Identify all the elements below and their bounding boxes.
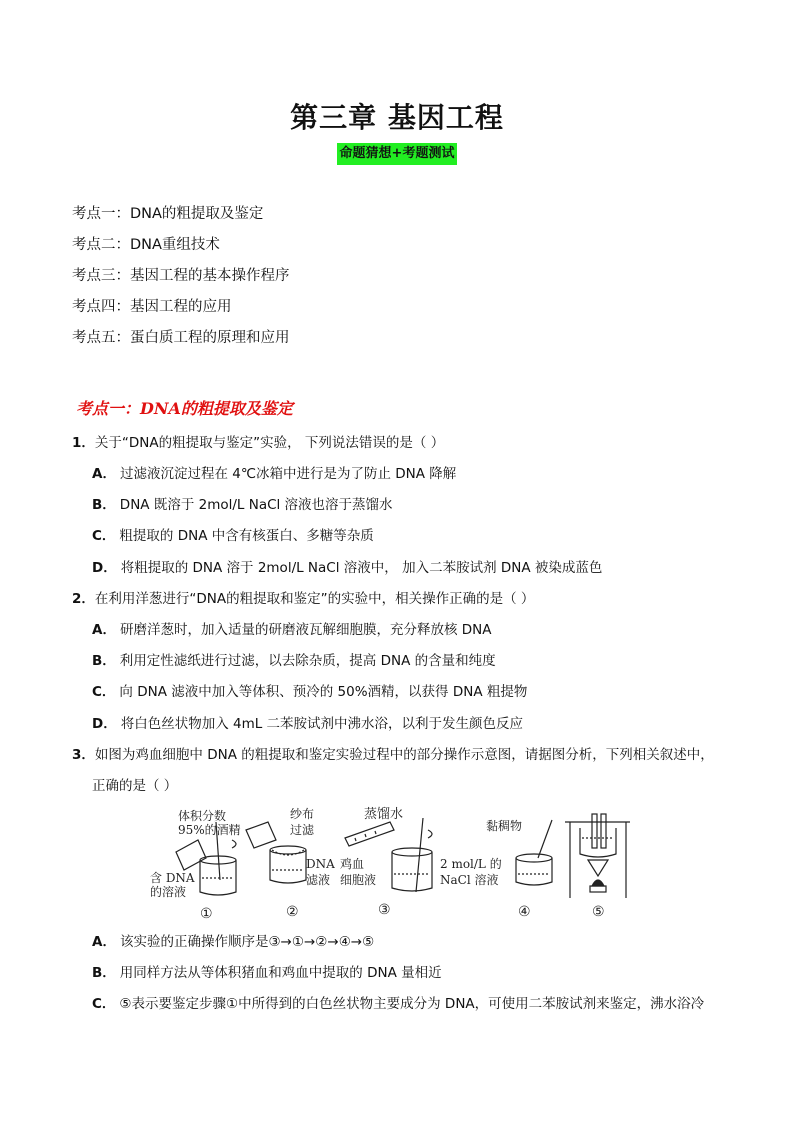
section-heading: 考点一：DNA的粗提取及鉴定 [76,399,293,418]
question-2-option-a [92,619,491,641]
option-label: C． [92,684,116,700]
label-gauze-2: 过滤 [290,823,315,837]
question-1-option-b [92,494,393,516]
experiment-figure [140,800,640,925]
option-label: B． [92,497,116,513]
option-label: C． [92,996,116,1012]
option-label: B． [92,965,116,981]
label-viscous: 黏稠物 [486,819,523,833]
step-number-4: ④ [518,904,531,920]
option-label: B． [92,653,116,669]
option-text: 过滤液沉淀过程在 4℃冰箱中进行是为了防止 DNA 降解 [119,466,457,482]
question-text: 关于“DNA的粗提取与鉴定”实验， 下列说法错误的是（ ） [94,435,445,451]
question-number: 2． [72,591,95,607]
question-2-option-c [92,681,527,703]
label-distilled-water: 蒸馏水 [364,807,404,822]
label-filtrate-2: 滤液 [306,873,331,887]
question-1-option-d [92,557,602,579]
option-text: 粗提取的 DNA 中含有核蛋白、多糖等杂质 [119,528,374,544]
topic-item: 考点三：基因工程的基本操作程序 [72,268,290,284]
glass-rod-icon [538,820,552,858]
label-alcohol-1: 体积分数 [178,809,227,823]
step-5-illustration [565,814,630,898]
label-filtrate-1: DNA [306,857,335,871]
option-text: DNA 既溶于 2mol/L NaCl 溶液也溶于蒸馏水 [119,497,393,513]
topic-list [72,203,290,358]
pouring-beaker-icon [246,822,276,848]
tripod-icon [588,860,608,876]
question-number: 1． [72,435,95,451]
question-3-stem [72,744,734,766]
option-label: A． [92,466,116,482]
pouring-beaker-icon [176,840,206,870]
question-2-option-d [92,713,523,735]
topic-item: 考点二：DNA重组技术 [72,237,220,253]
question-3-stem-continued: 正确的是（ ） [92,778,178,794]
label-chicken-blood-1: 鸡血 [340,857,365,871]
stir-arrow-icon [428,830,432,838]
question-3-option-b [92,962,442,984]
question-number: 3． [72,747,95,763]
label-dna-solution-2: 的溶液 [150,885,187,899]
option-label: D． [92,560,117,576]
question-1-option-a [92,463,456,485]
subtitle-badge: 命题猜想+考题测试 [337,143,458,165]
label-dna-solution-1: 含 DNA [150,871,195,885]
graduated-cylinder-icon [345,822,394,846]
beaker-3-icon [392,852,432,891]
option-text: 用同样方法从等体积猪血和鸡血中提取的 DNA 量相近 [119,965,442,981]
label-gauze-1: 纱布 [290,807,315,821]
water-bath-beaker-icon [580,828,616,857]
topic-item: 考点四：基因工程的应用 [72,299,232,315]
step-number-5: ⑤ [592,904,605,920]
option-label: C． [92,528,116,544]
step-number-3: ③ [378,902,391,918]
topic-item: 考点一：DNA的粗提取及鉴定 [72,206,264,222]
option-text: 将白色丝状物加入 4mL 二苯胺试剂中沸水浴，以利于发生颜色反应 [120,716,524,732]
option-text: 利用定性滤纸进行过滤，以去除杂质，提高 DNA 的含量和纯度 [119,653,496,669]
question-1-option-c [92,525,374,547]
question-1-stem [72,432,734,454]
option-label: A． [92,934,116,950]
question-text: 在利用洋葱进行“DNA的粗提取和鉴定”的实验中，相关操作正确的是（ ） [94,591,535,607]
option-label: D． [92,716,117,732]
question-2-stem [72,588,734,610]
option-text: ⑤表示要鉴定步骤①中所得到的白色丝状物主要成分为 DNA，可使用二苯胺试剂来鉴定，沸水浴冷 [119,996,705,1012]
stir-arrow-icon [232,840,236,848]
question-3-option-c [92,993,704,1015]
badge-container [0,142,794,165]
question-text: 如图为鸡血细胞中 DNA 的粗提取和鉴定实验过程中的部分操作示意图，请据图分析，下列相关叙述中， [94,747,714,763]
label-alcohol-2: 95%的酒精 [178,823,241,837]
question-3-option-a [92,931,374,953]
step-number-2: ② [286,904,299,920]
flame-icon [592,880,604,886]
option-label: A． [92,622,116,638]
test-tube-icon [592,814,597,848]
topic-item: 考点五：蛋白质工程的原理和应用 [72,330,290,346]
label-nacl-2: NaCl 溶液 [440,873,499,887]
option-text: 将粗提取的 DNA 溶于 2mol/L NaCl 溶液中， 加入二苯胺试剂 DNA 被染成蓝色 [120,560,603,576]
label-chicken-blood-2: 细胞液 [340,873,377,887]
option-text: 向 DNA 滤液中加入等体积、预冷的 50%酒精，以获得 DNA 粗提物 [119,684,528,700]
label-nacl-1: 2 mol/L 的 [440,857,502,871]
option-text: 该实验的正确操作顺序是③→①→②→④→⑤ [119,934,375,950]
question-2-option-b [92,650,496,672]
page-title: 第三章 基因工程 [290,101,504,134]
step-number-1: ① [200,906,213,922]
option-text: 研磨洋葱时，加入适量的研磨液瓦解细胞膜，充分释放核 DNA [119,622,492,638]
